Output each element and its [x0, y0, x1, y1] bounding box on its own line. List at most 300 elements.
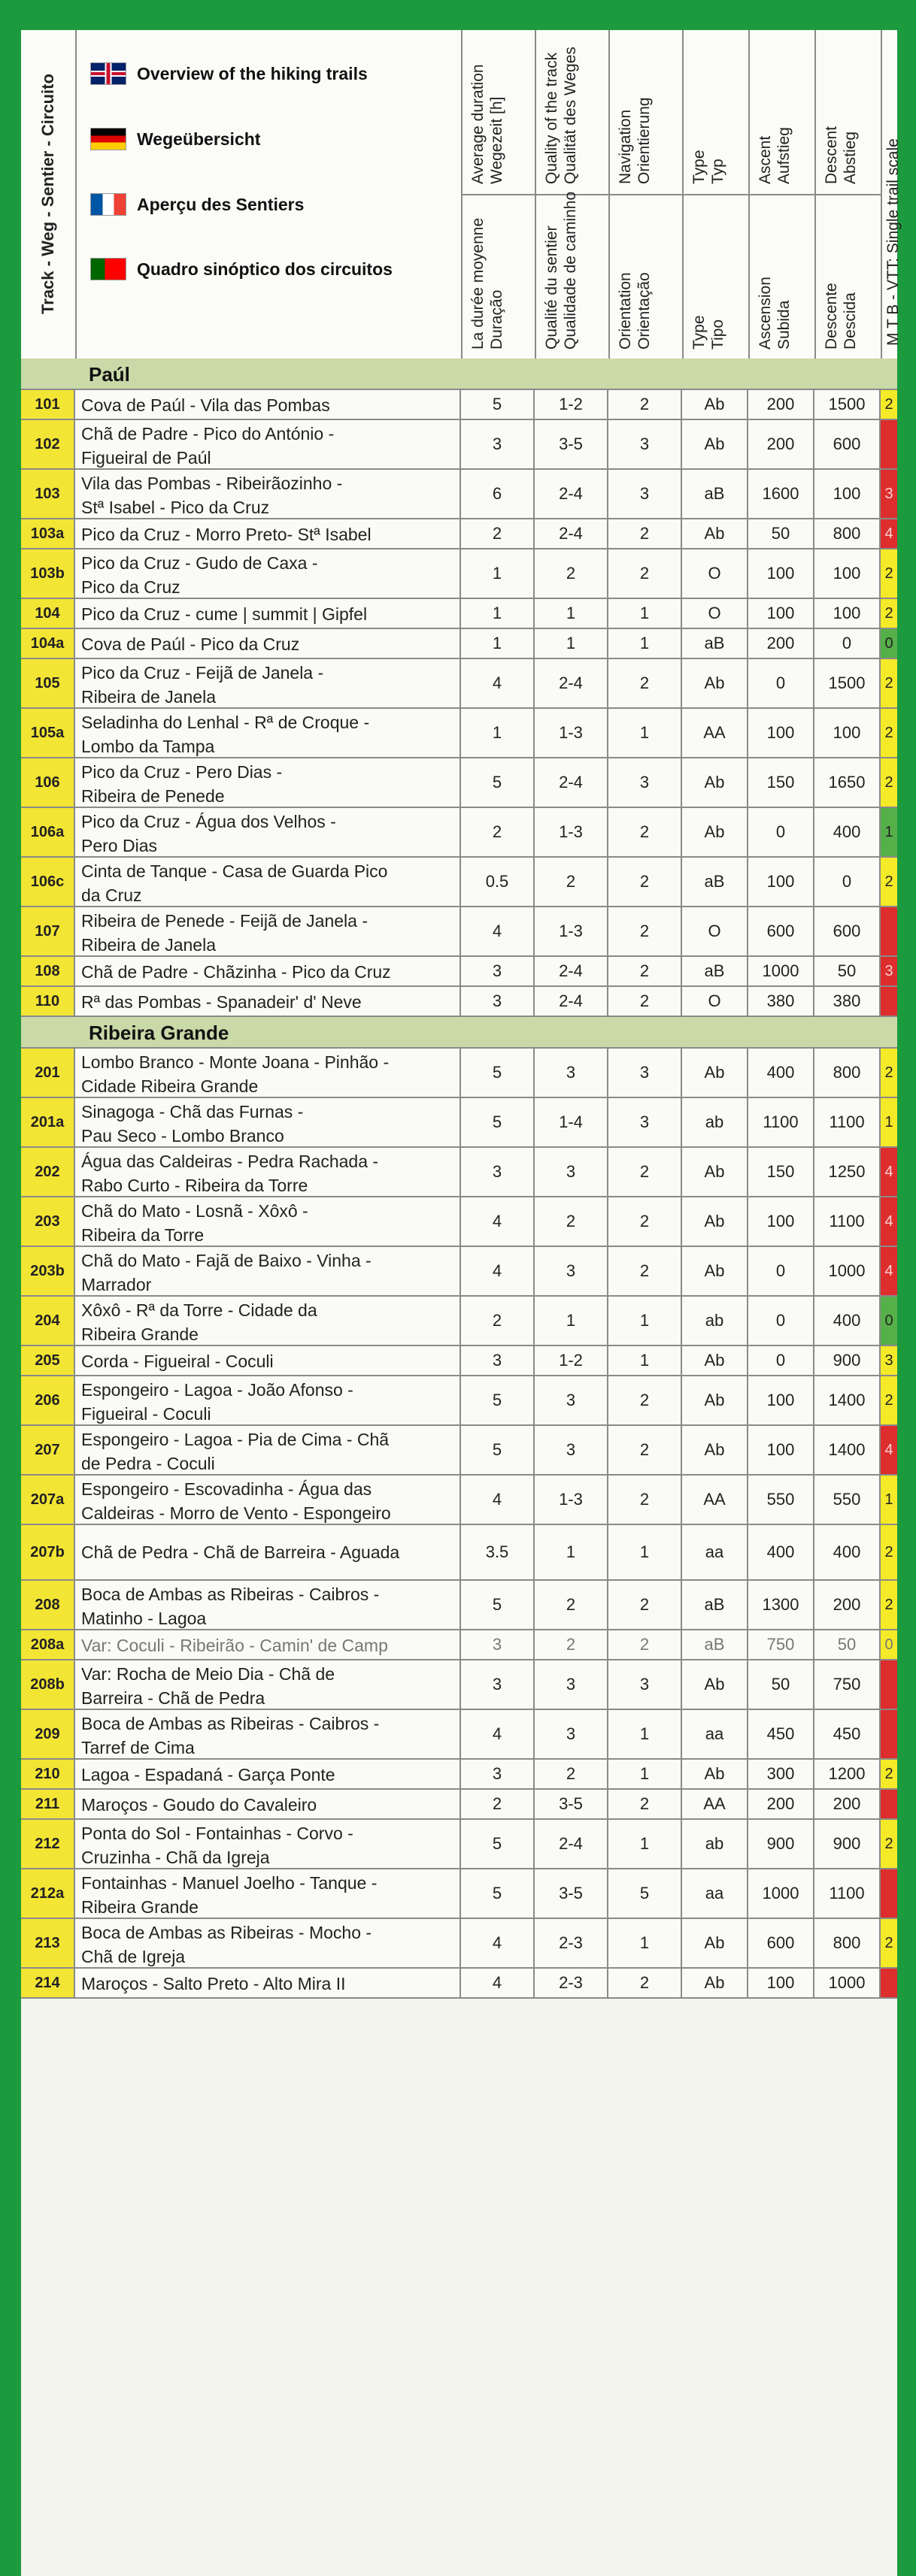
- track-quality-cell: 1-3: [535, 808, 608, 856]
- ascent-cell: 1000: [748, 957, 814, 985]
- mtb-scale-cell: 2: [881, 758, 897, 807]
- duration-cell: 4: [461, 1969, 535, 1997]
- mtb-scale-cell: 2: [881, 599, 897, 628]
- trail-number-cell: 212a: [21, 1869, 75, 1918]
- trail-name-cell: Cova de Paúl - Vila das Pombas: [75, 390, 461, 419]
- header-type: [682, 30, 750, 359]
- trail-number-cell: 214: [21, 1969, 75, 1997]
- trail-type-cell: aB: [682, 1581, 748, 1629]
- table-row: [21, 1376, 897, 1426]
- trail-name-cell: Água das Caldeiras - Pedra Rachada - Rabo Curto - Ribeira da Torre: [75, 1148, 461, 1196]
- navigation-cell: 1: [608, 1919, 682, 1967]
- duration-cell: 4: [461, 907, 535, 955]
- ascent-cell: 0: [748, 1297, 814, 1345]
- duration-cell: 2: [461, 1297, 535, 1345]
- table-row: [21, 629, 897, 659]
- track-quality-cell: 2-4: [535, 659, 608, 707]
- trail-name-cell: Boca de Ambas as Ribeiras - Mocho - Chã de Igreja: [75, 1919, 461, 1967]
- trail-name-cell: Xôxô - Rª da Torre - Cidade da Ribeira Grande: [75, 1297, 461, 1345]
- track-quality-cell: 1: [535, 629, 608, 658]
- trail-type-cell: aa: [682, 1710, 748, 1758]
- descent-cell: 1200: [814, 1760, 881, 1788]
- duration-cell: 3: [461, 1630, 535, 1659]
- mtb-scale-cell: [881, 907, 897, 955]
- track-quality-cell: 1-3: [535, 709, 608, 757]
- ascent-cell: 1100: [748, 1098, 814, 1146]
- track-quality-cell: 1-2: [535, 390, 608, 419]
- section-header: Paúl: [21, 359, 897, 390]
- trail-name-cell: Pico da Cruz - Pero Dias - Ribeira de Penede: [75, 758, 461, 807]
- mtb-scale-cell: [881, 1969, 897, 1997]
- trail-name-cell: Espongeiro - Lagoa - Pia de Cima - Chã de Pedra - Coculi: [75, 1426, 461, 1474]
- table-row: [21, 1247, 897, 1297]
- navigation-cell: 3: [608, 758, 682, 807]
- ascent-cell: 0: [748, 659, 814, 707]
- portugal-flag: [90, 258, 126, 280]
- trail-number-cell: 104a: [21, 629, 75, 658]
- trail-type-cell: O: [682, 907, 748, 955]
- navigation-cell: 2: [608, 808, 682, 856]
- header-divider: [610, 194, 684, 195]
- trail-name-cell: Cinta de Tanque - Casa de Guarda Pico da Cruz: [75, 858, 461, 906]
- trail-name-cell: Pico da Cruz - cume | summit | Gipfel: [75, 599, 461, 628]
- mtb-scale-cell: 0: [881, 629, 897, 658]
- table-row: [21, 420, 897, 470]
- track-label: Track - Weg - Sentier - Circuito: [38, 74, 57, 314]
- track-quality-cell: 3: [535, 1710, 608, 1758]
- trail-type-cell: ab: [682, 1098, 748, 1146]
- duration-cell: 5: [461, 1376, 535, 1424]
- navigation-cell: 1: [608, 1346, 682, 1375]
- track-quality-cell: 2-4: [535, 987, 608, 1016]
- track-column-header: [21, 30, 77, 359]
- trail-type-cell: ab: [682, 1820, 748, 1868]
- track-quality-cell: 2: [535, 1630, 608, 1659]
- header-quality: [535, 30, 610, 359]
- duration-cell: 5: [461, 1426, 535, 1474]
- table-row: [21, 1426, 897, 1476]
- descent-cell: 200: [814, 1581, 881, 1629]
- trail-number-cell: 207b: [21, 1525, 75, 1579]
- navigation-cell: 2: [608, 549, 682, 598]
- trail-type-cell: aB: [682, 470, 748, 518]
- table-row: [21, 549, 897, 599]
- track-quality-cell: 3: [535, 1376, 608, 1424]
- mtb-scale-cell: 1: [881, 808, 897, 856]
- trail-number-cell: 208: [21, 1581, 75, 1629]
- table-row: [21, 599, 897, 629]
- mtb-scale-cell: 3: [881, 957, 897, 985]
- trail-type-cell: Ab: [682, 1148, 748, 1196]
- trail-number-cell: 106a: [21, 808, 75, 856]
- navigation-cell: 2: [608, 659, 682, 707]
- trail-number-cell: 209: [21, 1710, 75, 1758]
- trail-number-cell: 102: [21, 420, 75, 468]
- navigation-cell: 1: [608, 1525, 682, 1579]
- trail-type-cell: Ab: [682, 1376, 748, 1424]
- mtb-scale-cell: 2: [881, 1760, 897, 1788]
- trail-type-cell: aB: [682, 957, 748, 985]
- trail-number-cell: 106c: [21, 858, 75, 906]
- trail-number-cell: 105: [21, 659, 75, 707]
- trail-name-cell: Maroços - Goudo do Cavaleiro: [75, 1790, 461, 1818]
- track-quality-cell: 1-4: [535, 1098, 608, 1146]
- ascent-cell: 200: [748, 1790, 814, 1818]
- navigation-cell: 1: [608, 1760, 682, 1788]
- track-quality-cell: 1-3: [535, 1476, 608, 1524]
- track-quality-cell: 1-2: [535, 1346, 608, 1375]
- navigation-cell: 2: [608, 1969, 682, 1997]
- header-label-bottom: La durée moyenne Duração: [469, 217, 505, 350]
- trail-number-cell: 213: [21, 1919, 75, 1967]
- mtb-scale-cell: 2: [881, 1376, 897, 1424]
- trail-number-cell: 208a: [21, 1630, 75, 1659]
- navigation-cell: 3: [608, 1049, 682, 1097]
- trail-number-cell: 106: [21, 758, 75, 807]
- ascent-cell: 100: [748, 709, 814, 757]
- navigation-cell: 3: [608, 1098, 682, 1146]
- trail-number-cell: 206: [21, 1376, 75, 1424]
- track-quality-cell: 2-4: [535, 1820, 608, 1868]
- duration-cell: 1: [461, 629, 535, 658]
- track-quality-cell: 2-4: [535, 758, 608, 807]
- header-navigation: [608, 30, 684, 359]
- navigation-cell: 2: [608, 1790, 682, 1818]
- trail-number-cell: 211: [21, 1790, 75, 1818]
- mtb-scale-cell: [881, 1660, 897, 1709]
- title-text: Overview of the hiking trails: [137, 63, 368, 83]
- trail-name-cell: Pico da Cruz - Feijã de Janela - Ribeira de Janela: [75, 659, 461, 707]
- trail-name-cell: Corda - Figueiral - Coculi: [75, 1346, 461, 1375]
- ascent-cell: 900: [748, 1820, 814, 1868]
- navigation-cell: 1: [608, 709, 682, 757]
- descent-cell: 900: [814, 1820, 881, 1868]
- trail-number-cell: 207a: [21, 1476, 75, 1524]
- trail-name-cell: Lagoa - Espadaná - Garça Ponte: [75, 1760, 461, 1788]
- trail-number-cell: 212: [21, 1820, 75, 1868]
- track-quality-cell: 3-5: [535, 1790, 608, 1818]
- descent-cell: 1500: [814, 659, 881, 707]
- mtb-scale-cell: 1: [881, 1098, 897, 1146]
- table-row: [21, 1969, 897, 1999]
- ascent-cell: 100: [748, 1376, 814, 1424]
- duration-cell: 4: [461, 1476, 535, 1524]
- descent-cell: 1500: [814, 390, 881, 419]
- table-row: [21, 1790, 897, 1820]
- trail-name-cell: Seladinha do Lenhal - Rª de Croque - Lombo da Tampa: [75, 709, 461, 757]
- table-row: [21, 808, 897, 858]
- trail-number-cell: 202: [21, 1148, 75, 1196]
- duration-cell: 4: [461, 1919, 535, 1967]
- navigation-cell: 2: [608, 1197, 682, 1246]
- mtb-scale-cell: 0: [881, 1297, 897, 1345]
- track-quality-cell: 2: [535, 549, 608, 598]
- ascent-cell: 400: [748, 1049, 814, 1097]
- duration-cell: 3.5: [461, 1525, 535, 1579]
- ascent-cell: 1600: [748, 470, 814, 518]
- descent-cell: 1400: [814, 1426, 881, 1474]
- duration-cell: 5: [461, 1820, 535, 1868]
- mtb-scale-cell: 3: [881, 1346, 897, 1375]
- duration-cell: 4: [461, 659, 535, 707]
- ascent-cell: 100: [748, 1197, 814, 1246]
- track-quality-cell: 3-5: [535, 420, 608, 468]
- trail-type-cell: AA: [682, 1476, 748, 1524]
- duration-cell: 5: [461, 1581, 535, 1629]
- duration-cell: 0.5: [461, 858, 535, 906]
- navigation-cell: 2: [608, 1247, 682, 1295]
- header-label-bottom: Descente Descida: [823, 283, 859, 350]
- track-quality-cell: 3: [535, 1426, 608, 1474]
- descent-cell: 380: [814, 987, 881, 1016]
- ascent-cell: 1300: [748, 1581, 814, 1629]
- trail-type-cell: Ab: [682, 1969, 748, 1997]
- trail-number-cell: 201: [21, 1049, 75, 1097]
- trail-type-cell: O: [682, 599, 748, 628]
- header-divider: [816, 194, 882, 195]
- mtb-scale-cell: [881, 1790, 897, 1818]
- table-row: [21, 1049, 897, 1098]
- trail-number-cell: 103b: [21, 549, 75, 598]
- header-label-bottom: Qualité du sentier Qualidade de caminho: [543, 191, 579, 350]
- trail-overview-sheet: [21, 30, 902, 2576]
- ascent-cell: 200: [748, 420, 814, 468]
- descent-cell: 800: [814, 1919, 881, 1967]
- descent-cell: 1100: [814, 1098, 881, 1146]
- mtb-scale-cell: 2: [881, 549, 897, 598]
- mtb-scale-cell: 4: [881, 1197, 897, 1246]
- trail-type-cell: Ab: [682, 758, 748, 807]
- duration-cell: 1: [461, 549, 535, 598]
- descent-cell: 100: [814, 549, 881, 598]
- mtb-scale-cell: 2: [881, 1820, 897, 1868]
- track-quality-cell: 1: [535, 1297, 608, 1345]
- ascent-cell: 150: [748, 1148, 814, 1196]
- descent-cell: 400: [814, 1525, 881, 1579]
- track-quality-cell: 2: [535, 1760, 608, 1788]
- header-label: M T B - VTT: Single trail scale: [884, 138, 902, 346]
- navigation-cell: 3: [608, 1660, 682, 1709]
- navigation-cell: 2: [608, 1426, 682, 1474]
- duration-cell: 5: [461, 1049, 535, 1097]
- title-portugal: [90, 254, 393, 284]
- mtb-scale-cell: [881, 987, 897, 1016]
- trail-type-cell: Ab: [682, 1197, 748, 1246]
- trail-type-cell: Ab: [682, 808, 748, 856]
- mtb-scale-cell: 2: [881, 1581, 897, 1629]
- navigation-cell: 2: [608, 987, 682, 1016]
- trail-type-cell: Ab: [682, 1426, 748, 1474]
- descent-cell: 1650: [814, 758, 881, 807]
- header-ascent: [748, 30, 816, 359]
- ascent-cell: 100: [748, 1426, 814, 1474]
- table-row: [21, 1148, 897, 1197]
- trail-number-cell: 205: [21, 1346, 75, 1375]
- navigation-cell: 2: [608, 1376, 682, 1424]
- trail-table: [21, 359, 897, 1999]
- navigation-cell: 1: [608, 599, 682, 628]
- trail-number-cell: 103: [21, 470, 75, 518]
- header-divider: [750, 194, 816, 195]
- ascent-cell: 550: [748, 1476, 814, 1524]
- table-row: [21, 390, 897, 420]
- trail-type-cell: Ab: [682, 390, 748, 419]
- trail-name-cell: Vila das Pombas - Ribeirãozinho - Stª Isabel - Pico da Cruz: [75, 470, 461, 518]
- header-label-top: Descent Abstieg: [823, 126, 859, 184]
- header-duration: [461, 30, 536, 359]
- trail-number-cell: 207: [21, 1426, 75, 1474]
- title-germany: [90, 124, 260, 154]
- navigation-cell: 1: [608, 1820, 682, 1868]
- duration-cell: 3: [461, 957, 535, 985]
- track-quality-cell: 2: [535, 858, 608, 906]
- table-row: [21, 519, 897, 549]
- navigation-cell: 2: [608, 1476, 682, 1524]
- duration-cell: 3: [461, 987, 535, 1016]
- ascent-cell: 50: [748, 519, 814, 548]
- trail-type-cell: aB: [682, 858, 748, 906]
- navigation-cell: 2: [608, 957, 682, 985]
- descent-cell: 1000: [814, 1247, 881, 1295]
- trail-number-cell: 110: [21, 987, 75, 1016]
- header-label-bottom: Type Tipo: [690, 315, 726, 350]
- trail-type-cell: Ab: [682, 1049, 748, 1097]
- ascent-cell: 0: [748, 808, 814, 856]
- descent-cell: 0: [814, 858, 881, 906]
- descent-cell: 1100: [814, 1869, 881, 1918]
- trail-type-cell: ab: [682, 1297, 748, 1345]
- ascent-cell: 0: [748, 1346, 814, 1375]
- descent-cell: 400: [814, 808, 881, 856]
- navigation-cell: 2: [608, 1148, 682, 1196]
- mtb-scale-cell: 2: [881, 390, 897, 419]
- title-text: Quadro sinóptico dos circuitos: [137, 259, 393, 279]
- descent-cell: 400: [814, 1297, 881, 1345]
- trail-name-cell: Chã do Mato - Fajã de Baixo - Vinha - Marrador: [75, 1247, 461, 1295]
- mtb-scale-cell: 3: [881, 470, 897, 518]
- table-row: [21, 1710, 897, 1760]
- trail-name-cell: Lombo Branco - Monte Joana - Pinhão - Cidade Ribeira Grande: [75, 1049, 461, 1097]
- navigation-cell: 2: [608, 907, 682, 955]
- track-quality-cell: 1: [535, 1525, 608, 1579]
- trail-number-cell: 203: [21, 1197, 75, 1246]
- mtb-scale-cell: 2: [881, 1525, 897, 1579]
- table-row: [21, 1297, 897, 1346]
- mtb-scale-cell: 4: [881, 519, 897, 548]
- mtb-scale-cell: 0: [881, 1630, 897, 1659]
- descent-cell: 450: [814, 1710, 881, 1758]
- mtb-scale-cell: [881, 420, 897, 468]
- descent-cell: 600: [814, 907, 881, 955]
- mtb-scale-cell: 4: [881, 1247, 897, 1295]
- ascent-cell: 380: [748, 987, 814, 1016]
- header-divider: [463, 194, 536, 195]
- header-label-top: Average duration Wegezeit [h]: [469, 64, 505, 184]
- track-quality-cell: 1: [535, 599, 608, 628]
- descent-cell: 550: [814, 1476, 881, 1524]
- table-header: [21, 30, 902, 360]
- mtb-scale-cell: 2: [881, 1919, 897, 1967]
- track-quality-cell: 1-3: [535, 907, 608, 955]
- trail-name-cell: Espongeiro - Escovadinha - Água das Caldeiras - Morro de Vento - Espongeiro: [75, 1476, 461, 1524]
- table-row: [21, 1346, 897, 1376]
- trail-type-cell: Ab: [682, 519, 748, 548]
- ascent-cell: 1000: [748, 1869, 814, 1918]
- ascent-cell: 300: [748, 1760, 814, 1788]
- trail-type-cell: Ab: [682, 1660, 748, 1709]
- header-label-top: Ascent Aufstieg: [757, 127, 793, 184]
- duration-cell: 5: [461, 1869, 535, 1918]
- mtb-scale-cell: 2: [881, 1049, 897, 1097]
- navigation-cell: 2: [608, 858, 682, 906]
- trail-type-cell: Ab: [682, 1346, 748, 1375]
- table-row: [21, 1919, 897, 1969]
- trail-number-cell: 101: [21, 390, 75, 419]
- title-text: Wegeübersicht: [137, 129, 261, 149]
- mtb-scale-cell: [881, 1869, 897, 1918]
- trail-type-cell: O: [682, 987, 748, 1016]
- trail-name-cell: Var: Rocha de Meio Dia - Chã de Barreira - Chã de Pedra: [75, 1660, 461, 1709]
- trail-name-cell: Boca de Ambas as Ribeiras - Caibros - Matinho - Lagoa: [75, 1581, 461, 1629]
- track-quality-cell: 2-4: [535, 470, 608, 518]
- navigation-cell: 2: [608, 519, 682, 548]
- trail-name-cell: Pico da Cruz - Água dos Velhos - Pero Dias: [75, 808, 461, 856]
- table-row: [21, 1197, 897, 1247]
- descent-cell: 200: [814, 1790, 881, 1818]
- descent-cell: 100: [814, 470, 881, 518]
- table-row: [21, 1581, 897, 1630]
- table-row: [21, 709, 897, 758]
- header-descent: [814, 30, 882, 359]
- title-france: [90, 189, 304, 219]
- table-row: [21, 470, 897, 519]
- trail-name-cell: Ribeira de Penede - Feijã de Janela - Ribeira de Janela: [75, 907, 461, 955]
- mtb-scale-cell: 2: [881, 709, 897, 757]
- trail-name-cell: Pico da Cruz - Gudo de Caxa - Pico da Cruz: [75, 549, 461, 598]
- header-mtb-scale: [881, 30, 902, 359]
- track-quality-cell: 3-5: [535, 1869, 608, 1918]
- ascent-cell: 600: [748, 1919, 814, 1967]
- descent-cell: 800: [814, 519, 881, 548]
- table-row: [21, 659, 897, 709]
- trail-number-cell: 208b: [21, 1660, 75, 1709]
- track-quality-cell: 3: [535, 1049, 608, 1097]
- ascent-cell: 50: [748, 1660, 814, 1709]
- track-quality-cell: 2-4: [535, 957, 608, 985]
- ascent-cell: 450: [748, 1710, 814, 1758]
- germany-flag: [90, 128, 126, 150]
- track-quality-cell: 2: [535, 1581, 608, 1629]
- trail-type-cell: Ab: [682, 659, 748, 707]
- table-row: [21, 1660, 897, 1710]
- navigation-cell: 3: [608, 420, 682, 468]
- descent-cell: 750: [814, 1660, 881, 1709]
- uk-flag: [90, 62, 126, 85]
- trail-number-cell: 105a: [21, 709, 75, 757]
- trail-type-cell: Ab: [682, 1760, 748, 1788]
- trail-number-cell: 210: [21, 1760, 75, 1788]
- france-flag: [90, 193, 126, 216]
- ascent-cell: 600: [748, 907, 814, 955]
- navigation-cell: 2: [608, 1581, 682, 1629]
- descent-cell: 1000: [814, 1969, 881, 1997]
- trail-number-cell: 204: [21, 1297, 75, 1345]
- navigation-cell: 1: [608, 1710, 682, 1758]
- ascent-cell: 750: [748, 1630, 814, 1659]
- header-label-bottom: Ascension Subida: [757, 277, 793, 350]
- trail-type-cell: aB: [682, 629, 748, 658]
- descent-cell: 50: [814, 957, 881, 985]
